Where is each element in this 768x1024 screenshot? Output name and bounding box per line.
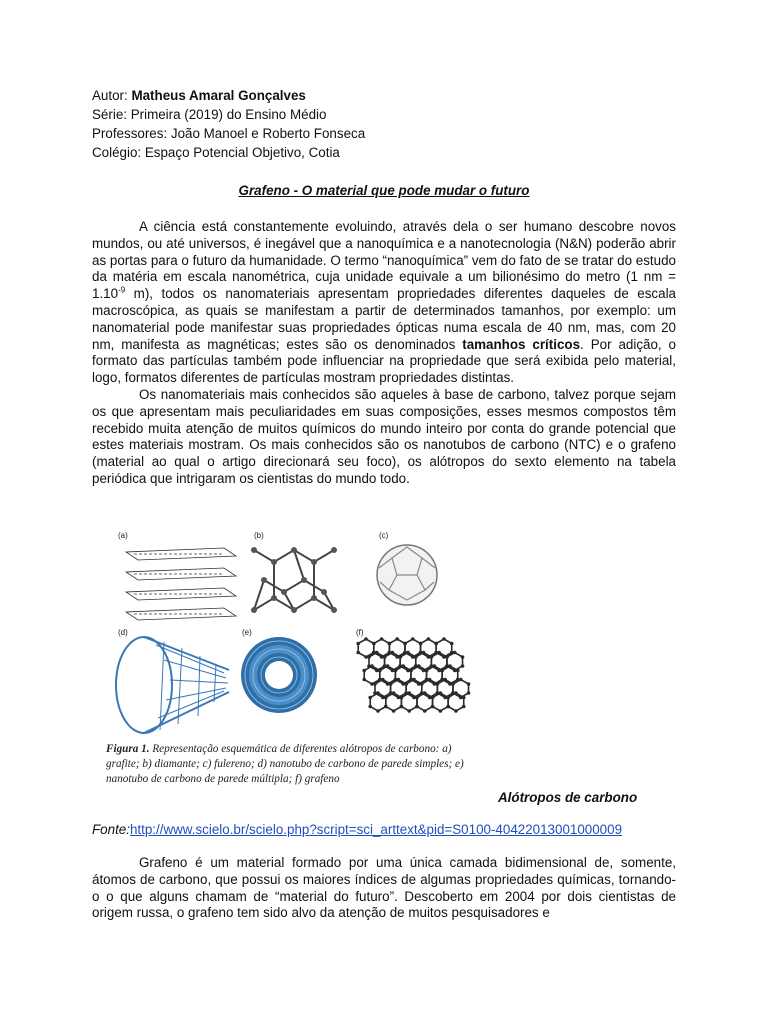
graphene-atom	[419, 642, 423, 646]
source-link[interactable]: http://www.scielo.br/scielo.php?script=sci_arttext&pid=S0100-40422013001000009	[129, 822, 623, 837]
author-name: Matheus Amaral Gonçalves	[131, 88, 306, 103]
graphene-atom	[392, 691, 396, 695]
graphene-hexagon	[447, 653, 463, 671]
graphene-hexagon	[431, 653, 447, 671]
panel-label-f: (f)	[356, 628, 364, 637]
graphene-hexagon	[442, 666, 458, 684]
fullerene-panel	[377, 531, 437, 605]
author-info	[92, 86, 365, 162]
graphene-atom	[376, 691, 380, 695]
graphene-atom	[367, 655, 371, 659]
graphene-atom	[364, 637, 368, 641]
body-text-top	[92, 219, 676, 488]
graphene-atom	[442, 637, 446, 641]
graphene-hexagon	[448, 693, 464, 711]
graphene-atom	[401, 664, 405, 668]
graphene-hexagon	[437, 680, 453, 698]
graphene-hexagon	[369, 653, 385, 671]
graphene-atom	[404, 682, 408, 686]
graphene-hexagon	[417, 693, 433, 711]
graphene-hexagon	[380, 666, 396, 684]
graphene-atom	[431, 705, 435, 709]
graphene-atom	[397, 678, 401, 682]
graphene-hexagon	[400, 653, 416, 671]
graphene-atom	[368, 705, 372, 709]
p1-text-c: . Por adição, o formato das partículas também pode influenciar na propriedade que será exibida pelo material, logo, formatos diferentes de partículas mostram propriedades distintas.	[92, 336, 676, 386]
graphene-atom	[461, 664, 465, 668]
panel-label-c: (c)	[379, 531, 389, 540]
graphene-atom	[407, 691, 411, 695]
source-line	[92, 822, 622, 837]
graphene-atom	[415, 705, 419, 709]
graphene-atom	[376, 709, 380, 713]
graphene-atom	[422, 651, 426, 655]
graphene-hexagon	[375, 680, 391, 698]
graphene-atom	[446, 696, 450, 700]
graphene-atom	[440, 669, 444, 673]
graphene-atom	[439, 709, 443, 713]
graphene-atom	[467, 691, 471, 695]
graphene-atom	[451, 682, 455, 686]
professores-line: Professores: João Manoel e Roberto Fonseca	[92, 126, 366, 141]
graphene-hexagon	[364, 666, 380, 684]
graphene-atom	[412, 678, 416, 682]
graphene-hexagon	[374, 639, 390, 657]
graphene-hexagon	[427, 666, 443, 684]
graphene-hexagon	[391, 680, 407, 698]
graphene-hexagon	[389, 639, 405, 657]
graphite-panel	[118, 531, 236, 620]
author-line	[92, 86, 365, 105]
graphene-atom	[381, 678, 385, 682]
graphene-atom	[391, 651, 395, 655]
graphene-atom	[454, 709, 458, 713]
colegio-line: Colégio: Espaço Potencial Objetivo, Cotia	[92, 145, 340, 160]
graphene-atom	[398, 655, 402, 659]
graphene-atom	[414, 655, 418, 659]
graphene-atom	[388, 642, 392, 646]
graphene-atom	[437, 651, 441, 655]
multi-wall-nanotube-panel	[241, 628, 317, 713]
figure-caption	[106, 742, 476, 787]
paragraph-3: Grafeno é um material formado por uma única camada bidimensional de, somente, átomos de carbono, que possui os maiores índices de algumas propriedades químicas, tornando-o o que alguns chamam de “material do futuro”. Descoberto em 2004 por dois cientistas de origem russa, o grafeno tem sido alvo da atenção de muitos pesquisadores e	[92, 855, 676, 921]
graphene-hexagon	[422, 680, 438, 698]
graphene-atom	[407, 709, 411, 713]
graphene-atom	[409, 669, 413, 673]
graphene-atom	[425, 669, 429, 673]
graphene-atom	[453, 651, 457, 655]
graphene-atom	[384, 696, 388, 700]
graphene-atom	[454, 691, 458, 695]
graphene-atom	[386, 664, 390, 668]
graphene-hexagon	[385, 653, 401, 671]
source-label: Fonte:	[92, 822, 130, 837]
graphene-atom	[389, 682, 393, 686]
single-wall-nanotube-panel	[116, 628, 229, 733]
graphene-atom	[356, 651, 360, 655]
graphene-atom	[378, 669, 382, 673]
graphene-atom	[368, 696, 372, 700]
graphene-hexagon	[453, 680, 469, 698]
graphene-atom	[373, 682, 377, 686]
graphene-atom	[395, 637, 399, 641]
graphene-hexagon	[411, 666, 427, 684]
graphene-atom	[423, 691, 427, 695]
graphene-atom	[380, 637, 384, 641]
graphene-atom	[372, 642, 376, 646]
author-label: Autor:	[92, 88, 132, 103]
graphene-atom	[375, 651, 379, 655]
graphene-atom	[403, 642, 407, 646]
graphene-atom	[423, 709, 427, 713]
graphene-atom	[462, 705, 466, 709]
graphene-hexagon	[421, 639, 437, 657]
graphene-atom	[436, 682, 440, 686]
serie-line: Série: Primeira (2019) do Ensino Médio	[92, 107, 327, 122]
graphene-atom	[362, 678, 366, 682]
graphene-atom	[439, 691, 443, 695]
graphene-atom	[448, 664, 452, 668]
caption-text: Representação esquemática de diferentes alótropos de carbono: a) grafite; b) diamante; c) fulereno; d) nanotubo de carbono de parede simples; e) nanotubo de carbono de parede múltipla; f) grafeno	[106, 743, 464, 785]
graphene-hexagon	[433, 693, 449, 711]
graphene-atom	[417, 664, 421, 668]
graphene-atom	[420, 682, 424, 686]
graphene-hexagon	[405, 639, 421, 657]
graphene-atom	[411, 637, 415, 641]
graphene-atom	[400, 696, 404, 700]
p1-exponent: -9	[118, 285, 126, 295]
graphene-hexagon	[370, 693, 386, 711]
graphene-hexagon	[416, 653, 432, 671]
allotropes-illustration	[104, 520, 478, 742]
figure-title: Alótropos de carbono	[498, 790, 638, 805]
graphene-atom	[467, 682, 471, 686]
graphene-hexagon	[386, 693, 402, 711]
graphene-hexagon	[406, 680, 422, 698]
graphene-atom	[446, 705, 450, 709]
graphene-atom	[356, 642, 360, 646]
graphene-hexagon	[358, 639, 374, 657]
graphene-hexagon	[395, 666, 411, 684]
graphene-atom	[433, 664, 437, 668]
graphene-atom	[427, 637, 431, 641]
graphene-atom	[428, 678, 432, 682]
panel-label-e: (e)	[242, 628, 252, 637]
graphene-atom	[370, 664, 374, 668]
graphene-atom	[434, 642, 438, 646]
caption-label: Figura 1.	[106, 743, 150, 755]
graphene-atom	[394, 669, 398, 673]
body-text-bottom	[92, 855, 676, 922]
paragraph-2: Os nanomateriais mais conhecidos são aqueles à base de carbono, talvez porque sejam os que apresentam mais peculiaridades em suas composições, esses mesmos compostos têm recebido muita atenção de muitos químicos do mundo inteiro por conta do grande potencial que estes materiais mostram. Os mais conhecidos são os nanotubos de carbono (NTC) e o grafeno (material ao qual o artigo direcionará seu foco), os alótropos do sexto elemento na tabela periódica que intrigaram os cientistas do mundo todo.	[92, 386, 676, 486]
graphene-atom	[450, 642, 454, 646]
graphene-atom	[430, 655, 434, 659]
graphene-atom	[459, 678, 463, 682]
paragraph-1	[92, 219, 676, 387]
panel-label-d: (d)	[118, 628, 128, 637]
graphene-atom	[462, 696, 466, 700]
p1-text-a: A ciência está constantemente evoluindo, através dela o ser humano descobre novos mundos, ou até universos, é inegável que a nanoquímica e a nanotecnologia (N&N) poderão abrir as portas para o futuro da humanidade. O termo “nanoquímica” vem do fato de se tratar do estudo da matéria em escala nanométrica, cuja unidade equivale a um bilionésimo do metro (1 nm = 1.10	[92, 219, 676, 302]
graphene-atom	[456, 669, 460, 673]
graphene-atom	[392, 709, 396, 713]
graphene-atom	[406, 651, 410, 655]
graphene-atom	[431, 696, 435, 700]
graphene-atom	[400, 705, 404, 709]
article-title: Grafeno - O material que pode mudar o futuro	[238, 183, 530, 198]
graphene-atom	[384, 705, 388, 709]
graphene-hexagon	[436, 639, 452, 657]
graphene-panel	[356, 628, 470, 713]
p1-bold-term: tamanhos críticos	[462, 336, 581, 352]
graphene-atom	[362, 669, 366, 673]
diamond-panel	[251, 531, 337, 613]
graphene-atom	[445, 655, 449, 659]
panel-label-a: (a)	[118, 531, 128, 540]
p1-text-b: m), todos os nanomateriais apresentam propriedades diferentes daqueles de escala macroscópica, as quais se manifestam a partir de determinados tamanhos, por exemplo: um nanomaterial pode manifestar suas propriedades ópticas numa escala de 40 nm, mas, com 20 nm, manifesta as magnéticas; estes são os denominados	[92, 286, 676, 352]
graphene-hexagon	[401, 693, 417, 711]
graphene-atom	[415, 696, 419, 700]
graphene-atom	[383, 655, 387, 659]
graphene-atom	[443, 678, 447, 682]
graphene-atom	[461, 655, 465, 659]
panel-label-b: (b)	[254, 531, 264, 540]
